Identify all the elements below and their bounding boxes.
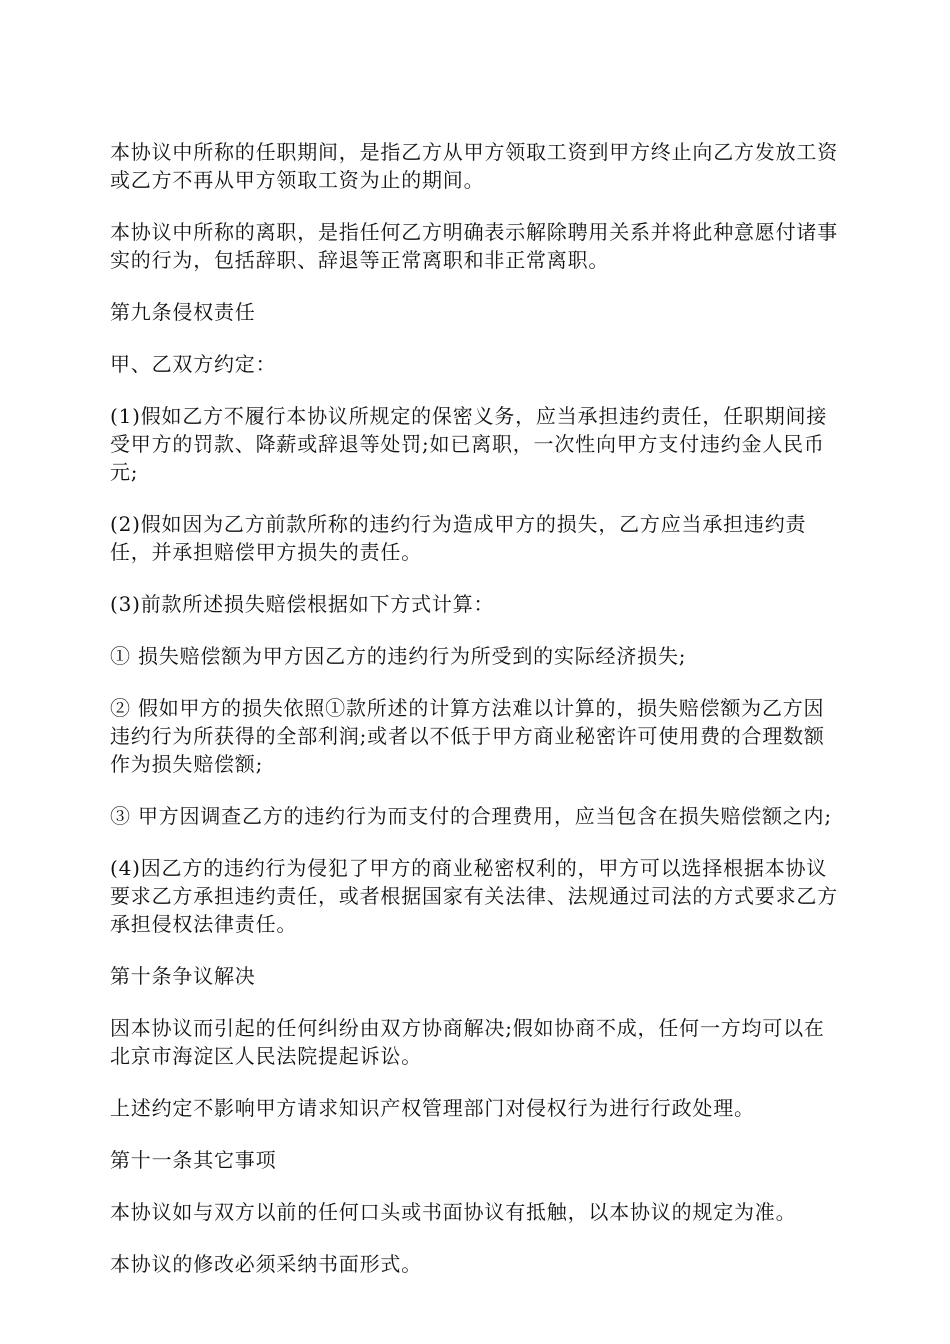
paragraph-precedence: 本协议如与双方以前的任何口头或书面协议有抵触，以本协议的规定为准。 <box>110 1200 797 1224</box>
paragraph-tenure-definition: 本协议中所称的任职期间，是指乙方从甲方领取工资到甲方终止向乙方发放工资或乙方不再从甲方领取工资为止的期间。 <box>110 140 838 192</box>
section-heading-article-9: 第九条侵权责任 <box>110 300 256 324</box>
paragraph-subclause-1: ① 损失赔偿额为甲方因乙方的违约行为所受到的实际经济损失; <box>110 644 687 668</box>
paragraph-clause-4: (4)因乙方的违约行为侵犯了甲方的商业秘密权利的，甲方可以选择根据本协议要求乙方承担违约责任，或者根据国家有关法律、法规通过司法的方式要求乙方承担侵权法律责任。 <box>110 856 838 936</box>
paragraph-administrative-handling: 上述约定不影响甲方请求知识产权管理部门对侵权行为进行行政处理。 <box>110 1096 755 1120</box>
paragraph-subclause-3: ③ 甲方因调查乙方的违约行为而支付的合理费用，应当包含在损失赔偿额之内; <box>110 804 832 828</box>
paragraph-clause-3: (3)前款所述损失赔偿根据如下方式计算： <box>110 592 495 616</box>
paragraph-clause-1: (1)假如乙方不履行本协议所规定的保密义务，应当承担违约责任，任职期间接受甲方的罚款、降薪或辞退等处罚;如已离职，一次性向甲方支付违约金人民币元; <box>110 404 828 484</box>
paragraph-subclause-2: ② 假如甲方的损失依照①款所述的计算方法难以计算的，损失赔偿额为乙方因违约行为所获得的全部利润;或者以不低于甲方商业秘密许可使用费的合理数额作为损失赔偿额; <box>110 696 825 776</box>
paragraph-dispute-resolution: 因本协议而引起的任何纠纷由双方协商解决;假如协商不成，任何一方均可以在北京市海淀区人民法院提起诉讼。 <box>110 1016 825 1068</box>
paragraph-amendment-form: 本协议的修改必须采纳书面形式。 <box>110 1252 422 1276</box>
section-heading-article-11: 第十一条其它事项 <box>110 1148 277 1172</box>
paragraph-clause-2: (2)假如因为乙方前款所称的违约行为造成甲方的损失，乙方应当承担违约责任，并承担赔偿甲方损失的责任。 <box>110 512 807 564</box>
paragraph-parties-agree: 甲、乙双方约定： <box>110 352 277 376</box>
paragraph-resignation-definition: 本协议中所称的离职，是指任何乙方明确表示解除聘用关系并将此种意愿付诸事实的行为，包括辞职、辞退等正常离职和非正常离职。 <box>110 220 838 272</box>
section-heading-article-10: 第十条争议解决 <box>110 964 256 988</box>
document-body <box>110 138 840 1302</box>
